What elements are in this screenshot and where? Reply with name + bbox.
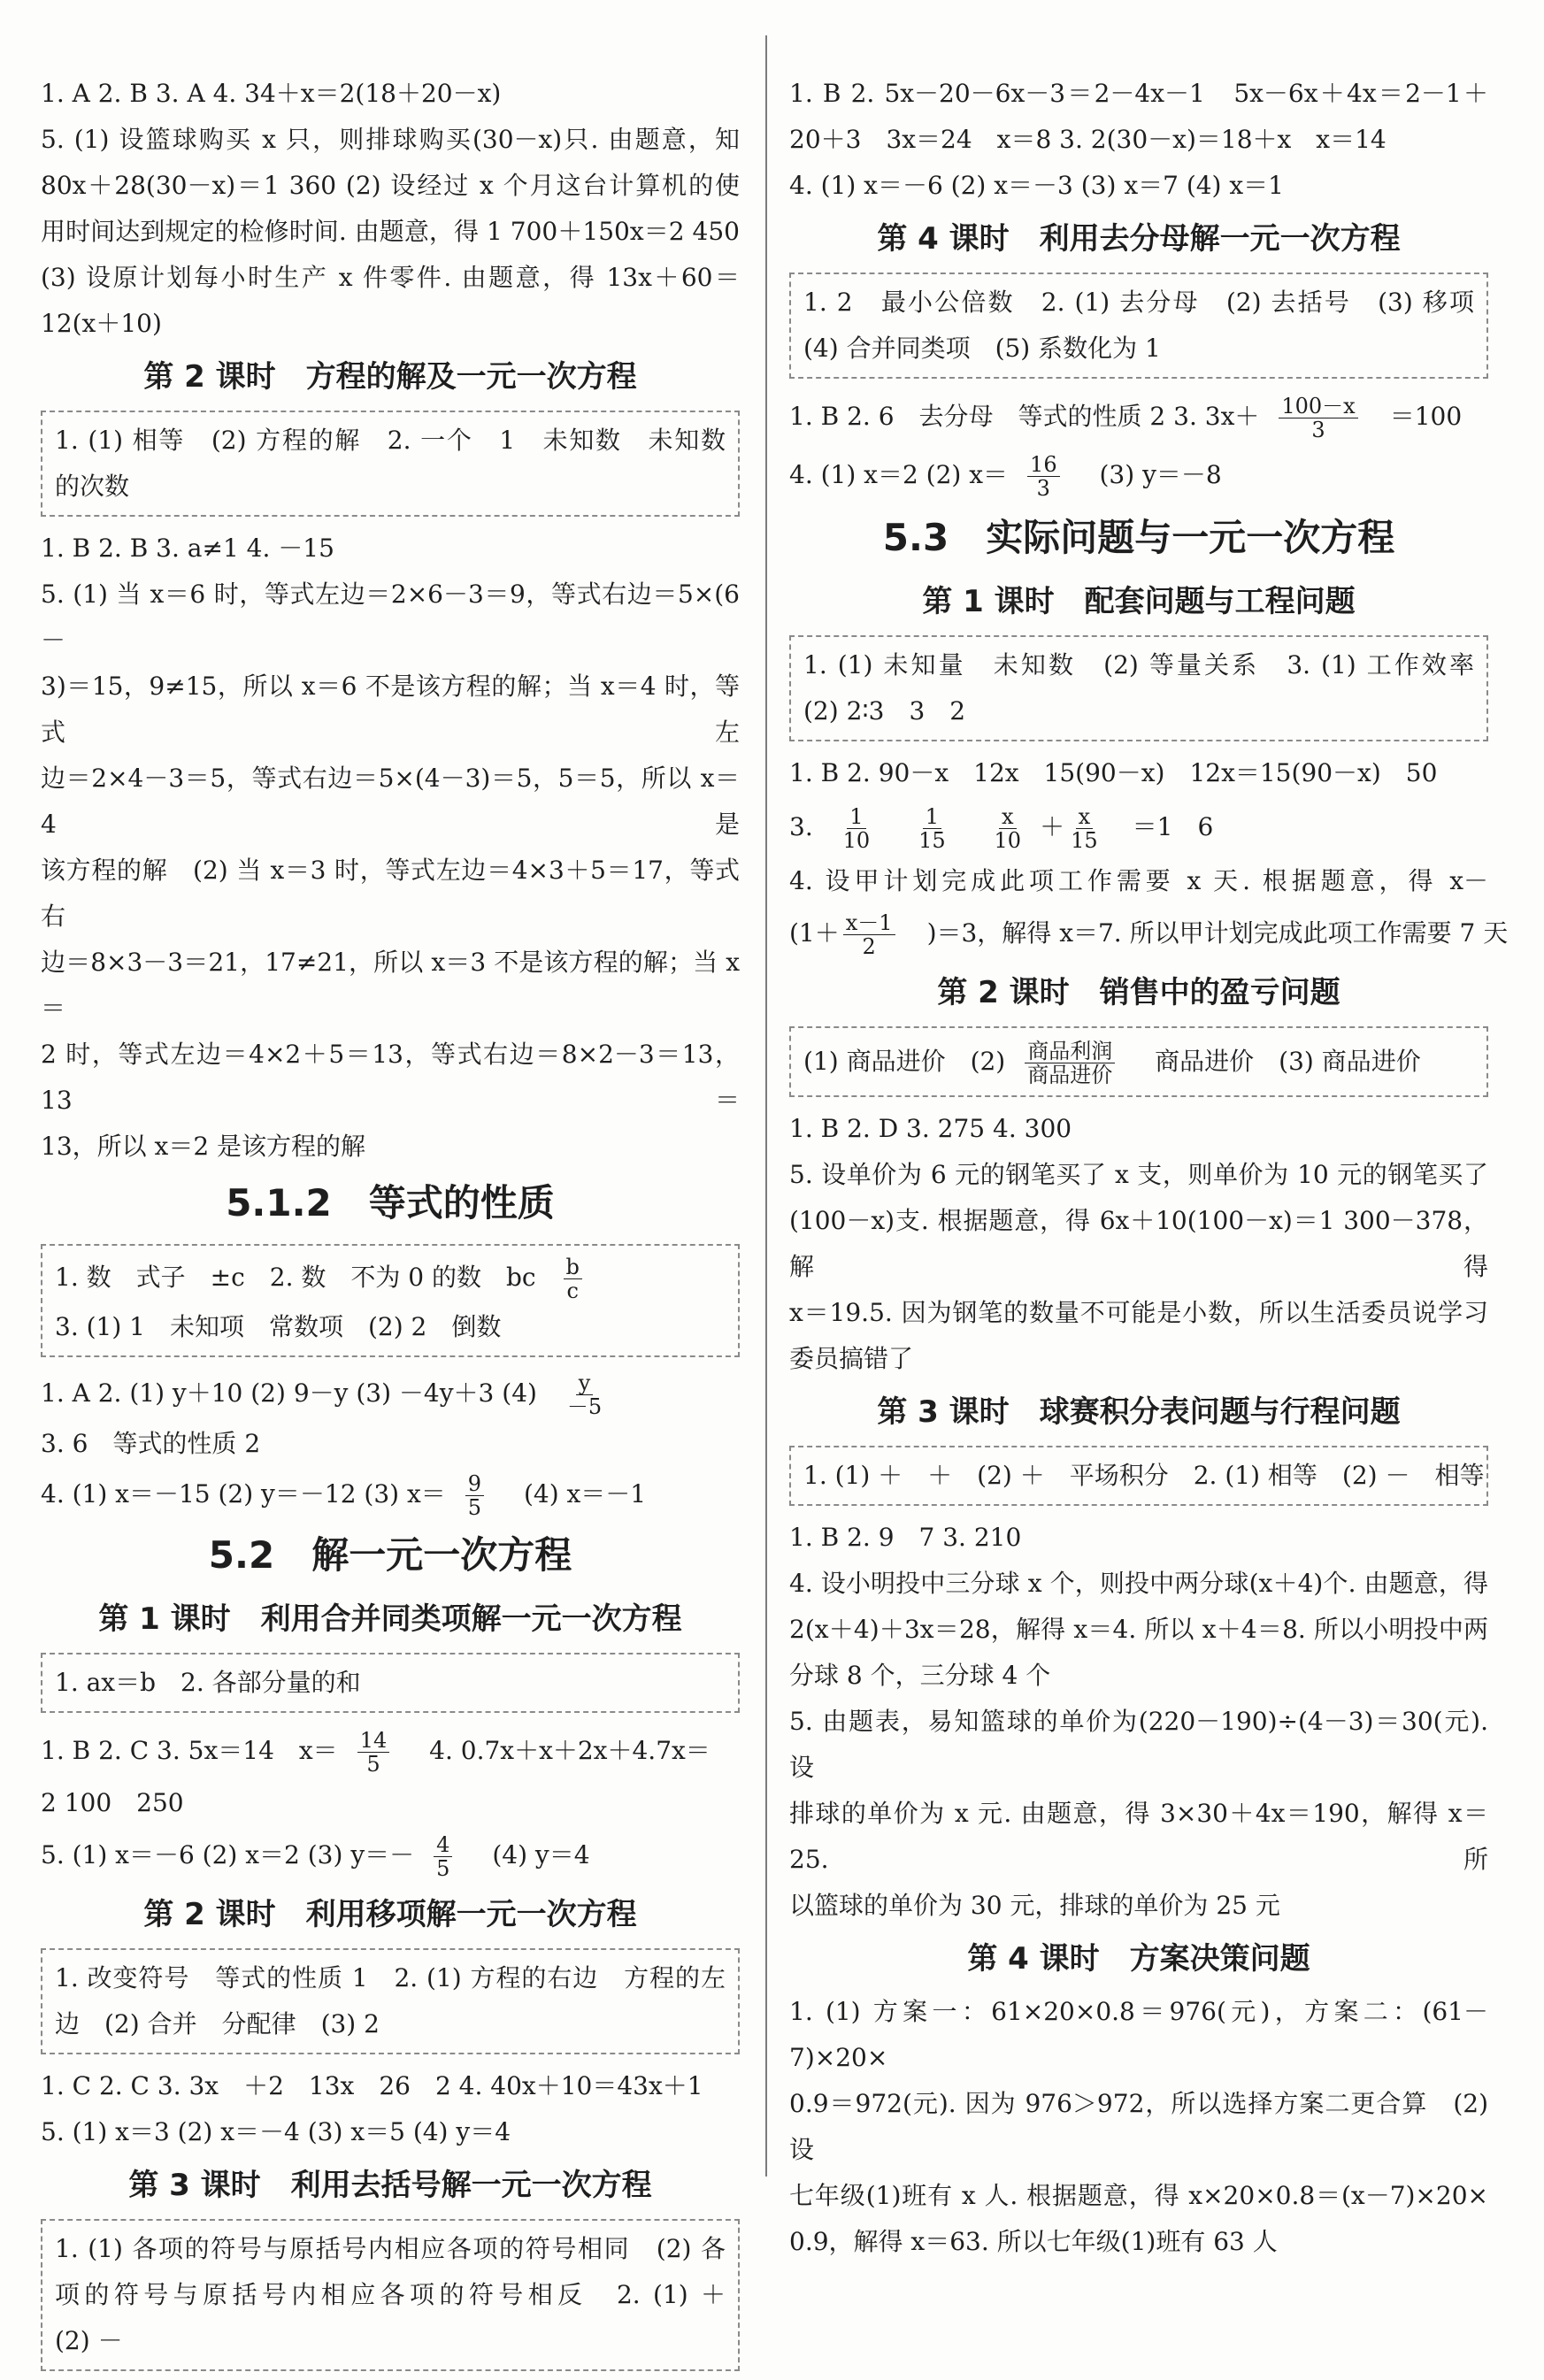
- fraction: $\frac{\text{商品利润}}{\text{商品进价}}$: [1025, 1040, 1131, 1086]
- fraction: $\frac{x}{15}$: [1071, 804, 1098, 853]
- answer-line: [789, 446, 1488, 504]
- box-line: 项的符号与原括号内相应各项的符号相反 2. (1) ＋: [55, 2280, 726, 2309]
- chapter-title: 5.3 实际问题与一元一次方程: [882, 516, 1395, 559]
- answer-line: 0.9，解得 x＝63. 所以七年级(1)班有 63 人: [789, 2227, 1278, 2256]
- concept-box: [789, 273, 1488, 379]
- fraction: $\frac{x}{10}$: [994, 804, 1022, 853]
- fraction: $\frac{b}{c}$: [564, 1255, 598, 1302]
- fraction: $\frac{1}{10}$: [842, 804, 871, 853]
- answer-line: 13，所以 x＝2 是该方程的解: [41, 1132, 366, 1161]
- answer-line: [41, 1366, 740, 1421]
- fraction: $\frac{1}{15}$: [918, 804, 946, 853]
- answer-text: 1. A 2. (1) y＋10 (2) 9－y (3) －4y＋3 (4): [41, 1378, 537, 1408]
- box-text: (1) 商品进价 (2): [803, 1047, 1006, 1076]
- answer-line: x＝19.5. 因为钢笔的数量不可能是小数，所以生活委员说学习: [789, 1298, 1488, 1327]
- answer-line: 1. B 2. 90－x 12x 15(90－x) 12x＝15(90－x) 50: [789, 758, 1438, 787]
- section-title: 第 1 课时 利用合并同类项解一元一次方程: [98, 1601, 682, 1637]
- answer-line: 排球的单价为 x 元. 由题意，得 3×30＋4x＝190，解得 x＝25. 所: [789, 1799, 1488, 1874]
- concept-box: [41, 2219, 740, 2371]
- answer-line: 以篮球的单价为 30 元，排球的单价为 25 元: [789, 1891, 1280, 1920]
- answer-line: 5. (1) 当 x＝6 时，等式左边＝2×6－3＝9，等式右边＝5×(6－: [41, 580, 740, 655]
- answer-line: 4. 设小明投中三分球 x 个，则投中两分球(x＋4)个. 由题意，得: [789, 1569, 1488, 1598]
- answer-line: 1. B 2. D 3. 275 4. 300: [789, 1114, 1072, 1143]
- section-title: 第 1 课时 配套问题与工程问题: [922, 584, 1356, 619]
- answer-text: 1. B 2. C 3. 5x＝14 x＝: [41, 1736, 338, 1765]
- answers-block: [789, 71, 1488, 209]
- answer-line: 12(x＋10): [41, 309, 162, 338]
- answer-line: 5. 由题表，易知篮球的单价为(220－190)÷(4－3)＝30(元). 设: [789, 1707, 1488, 1782]
- section-title: 第 4 课时 方案决策问题: [967, 1941, 1310, 1977]
- answer-text: 4. (1) x＝2 (2) x＝: [789, 460, 1009, 489]
- answer-line: (3) 设原计划每小时生产 x 件零件. 由题意，得 13x＋60＝: [41, 263, 740, 292]
- box-line: 1. 2 最小公倍数 2. (1) 去分母 (2) 去括号 (3) 移项: [803, 288, 1474, 317]
- chapter-title: 5.1.2 等式的性质: [226, 1181, 555, 1225]
- chapter-title: 5.2 解一元一次方程: [208, 1533, 572, 1577]
- fraction: $\frac{9}{5}$: [465, 1472, 500, 1519]
- box-line: 1. (1) ＋ ＋ (2) ＋ 平场积分 2. (1) 相等 (2) － 相等: [803, 1461, 1485, 1490]
- box-text: 1. 数 式子 ±c 2. 数 不为 0 的数 bc: [55, 1263, 536, 1292]
- section-title: 第 2 课时 利用移项解一元一次方程: [143, 1897, 637, 1932]
- answer-line: 用时间达到规定的检修时间. 由题意，得 1 700＋150x＝2 450: [41, 217, 740, 246]
- answer-line: 3. 6 等式的性质 2: [41, 1429, 261, 1458]
- answer-text: ＝1 6: [1132, 812, 1214, 841]
- fraction: $\frac{y}{-5}$: [566, 1370, 603, 1419]
- fraction: $\frac{4}{5}$: [434, 1833, 468, 1880]
- section-title: 第 2 课时 销售中的盈亏问题: [937, 975, 1340, 1010]
- fraction: $\frac{14}{5}$: [357, 1729, 406, 1776]
- answer-line: 1. B 2. 5x－20－6x－3＝2－4x－1 5x－6x＋4x＝2－1＋: [789, 79, 1488, 108]
- answer-line: 分球 8 个，三分球 4 个: [789, 1661, 1051, 1690]
- box-line: 1. (1) 未知量 未知数 (2) 等量关系 3. (1) 工作效率: [803, 650, 1474, 679]
- answer-text: (4) y＝4: [492, 1840, 590, 1869]
- left-column: [41, 71, 740, 2380]
- answer-text: )＝3，解得 x＝7. 所以甲计划完成此项工作需要 7 天: [926, 918, 1509, 948]
- answer-line: [41, 1826, 740, 1885]
- answer-text: (1＋: [789, 918, 840, 948]
- answer-line: 4. 设甲计划完成此项工作需要 x 天. 根据题意，得 x－: [789, 866, 1488, 895]
- box-line: (4) 合并同类项 (5) 系数化为 1: [803, 334, 1161, 363]
- concept-box: [41, 1244, 740, 1357]
- answer-line: 1. C 2. C 3. 3x ＋2 13x 26 2 4. 40x＋10＝43x＋1: [41, 2071, 703, 2100]
- answer-text: ＝100: [1389, 402, 1463, 431]
- answer-line: 七年级(1)班有 x 人. 根据题意，得 x×20×0.8＝(x－7)×20×: [789, 2181, 1488, 2210]
- answer-line: 该方程的解 (2) 当 x＝3 时，等式左边＝4×3＋5＝17，等式右: [41, 856, 740, 931]
- answer-line: 边＝8×3－3＝21，17≠21，所以 x＝3 不是该方程的解；当 x＝: [41, 948, 740, 1023]
- answer-line: 边＝2×4－3＝5，等式右边＝5×(4－3)＝5，5＝5，所以 x＝4 是: [41, 764, 740, 839]
- answer-text: 4. 0.7x＋x＋2x＋4.7x＝: [429, 1736, 711, 1765]
- answer-text: 4. (1) x＝－15 (2) y＝－12 (3) x＝: [41, 1479, 446, 1509]
- answer-text: 3.: [789, 812, 813, 841]
- answer-line: [789, 796, 1488, 858]
- answer-text: ＋: [1040, 812, 1065, 841]
- box-line: 1. 改变符号 等式的性质 1 2. (1) 方程的右边 方程的左: [55, 1963, 726, 1992]
- section-title: 第 3 课时 球赛积分表问题与行程问题: [877, 1394, 1401, 1430]
- column-divider: [765, 35, 767, 2177]
- answers-block: [41, 526, 740, 1170]
- box-line: 的次数: [55, 472, 130, 501]
- answer-line: [789, 388, 1488, 446]
- answer-line: (100－x)支. 根据题意，得 6x＋10(100－x)＝1 300－378，解得: [789, 1206, 1488, 1281]
- answer-line: 20＋3 3x＝24 x＝8 3. 2(30－x)＝18＋x x＝14: [789, 125, 1387, 154]
- answer-line: 2 100 250: [41, 1788, 184, 1817]
- box-line: 1. ax＝b 2. 各部分量的和: [55, 1668, 361, 1697]
- answer-line: 委员搞错了: [789, 1344, 914, 1373]
- concept-box: [789, 635, 1488, 741]
- box-line: 1. (1) 相等 (2) 方程的解 2. 一个 1 未知数 未知数: [55, 426, 726, 455]
- answer-line: [41, 1467, 740, 1522]
- answer-line: 2(x＋4)＋3x＝28，解得 x＝4. 所以 x＋4＝8. 所以小明投中两: [789, 1615, 1488, 1644]
- fraction: $\frac{16}{3}$: [1027, 453, 1076, 500]
- answer-text: (4) x＝－1: [523, 1479, 647, 1509]
- answer-line: 5. (1) 设篮球购买 x 只，则排球购买(30－x)只. 由题意，知: [41, 125, 740, 154]
- answer-line: 4. (1) x＝－6 (2) x＝－3 (3) x＝7 (4) x＝1: [789, 171, 1284, 200]
- answers-block: [41, 71, 740, 347]
- box-line: (2) 2∶3 3 2: [803, 696, 966, 726]
- box-line: 1. (1) 各项的符号与原括号内相应各项的符号相同 (2) 各: [55, 2234, 726, 2263]
- section-title: 第 4 课时 利用去分母解一元一次方程: [877, 221, 1401, 257]
- fraction: $\frac{x-1}{2}$: [843, 911, 911, 958]
- answer-line: 5. (1) x＝3 (2) x＝－4 (3) x＝5 (4) y＝4: [41, 2117, 511, 2146]
- answer-line: 1. A 2. B 3. A 4. 34＋x＝2(18＋20－x): [41, 79, 502, 108]
- concept-box: [41, 1653, 740, 1713]
- section-title: 第 3 课时 利用去括号解一元一次方程: [128, 2168, 652, 2203]
- answer-line: 80x＋28(30－x)＝1 360 (2) 设经过 x 个月这台计算机的使: [41, 171, 740, 200]
- box-line: 3. (1) 1 未知项 常数项 (2) 2 倒数: [55, 1312, 502, 1341]
- answer-line: 5. 设单价为 6 元的钢笔买了 x 支，则单价为 10 元的钢笔买了: [789, 1160, 1488, 1189]
- box-text: 商品进价 (3) 商品进价: [1155, 1047, 1421, 1076]
- concept-box: [789, 1446, 1488, 1506]
- concept-box: [41, 411, 740, 517]
- answer-text: (3) y＝－8: [1099, 460, 1222, 489]
- answer-line: 0.9＝972(元). 因为 976＞972，所以选择方案二更合算 (2) 设: [789, 2089, 1488, 2164]
- concept-box: [789, 1026, 1488, 1097]
- box-line: (2) －: [55, 2326, 123, 2355]
- answer-line: 3)＝15，9≠15，所以 x＝6 不是该方程的解；当 x＝4 时，等式左: [41, 672, 740, 747]
- box-line: [803, 1033, 1474, 1090]
- answer-line: [789, 904, 1509, 963]
- answer-line: 1. B 2. B 3. a≠1 4. －15: [41, 534, 334, 563]
- box-line: [55, 1251, 726, 1304]
- answer-text: 1. B 2. 6 去分母 等式的性质 2 3. 3x＋: [789, 402, 1260, 431]
- right-column: [789, 71, 1509, 2265]
- concept-box: [41, 1948, 740, 2054]
- fraction: $\frac{100-x}{3}$: [1279, 395, 1373, 441]
- answer-text: 5. (1) x＝－6 (2) x＝2 (3) y＝－: [41, 1840, 415, 1869]
- box-line: 边 (2) 合并 分配律 (3) 2: [55, 2009, 380, 2038]
- answer-line: 1. B 2. 9 7 3. 210: [789, 1523, 1022, 1552]
- answer-line: [41, 1722, 740, 1780]
- answer-line: 2 时，等式左边＝4×2＋5＝13，等式右边＝8×2－3＝13，13＝: [41, 1040, 740, 1115]
- answer-line: 1. (1) 方案一：61×20×0.8＝976(元)，方案二：(61－7)×20×: [789, 1997, 1488, 2072]
- section-title: 第 2 课时 方程的解及一元一次方程: [143, 359, 637, 395]
